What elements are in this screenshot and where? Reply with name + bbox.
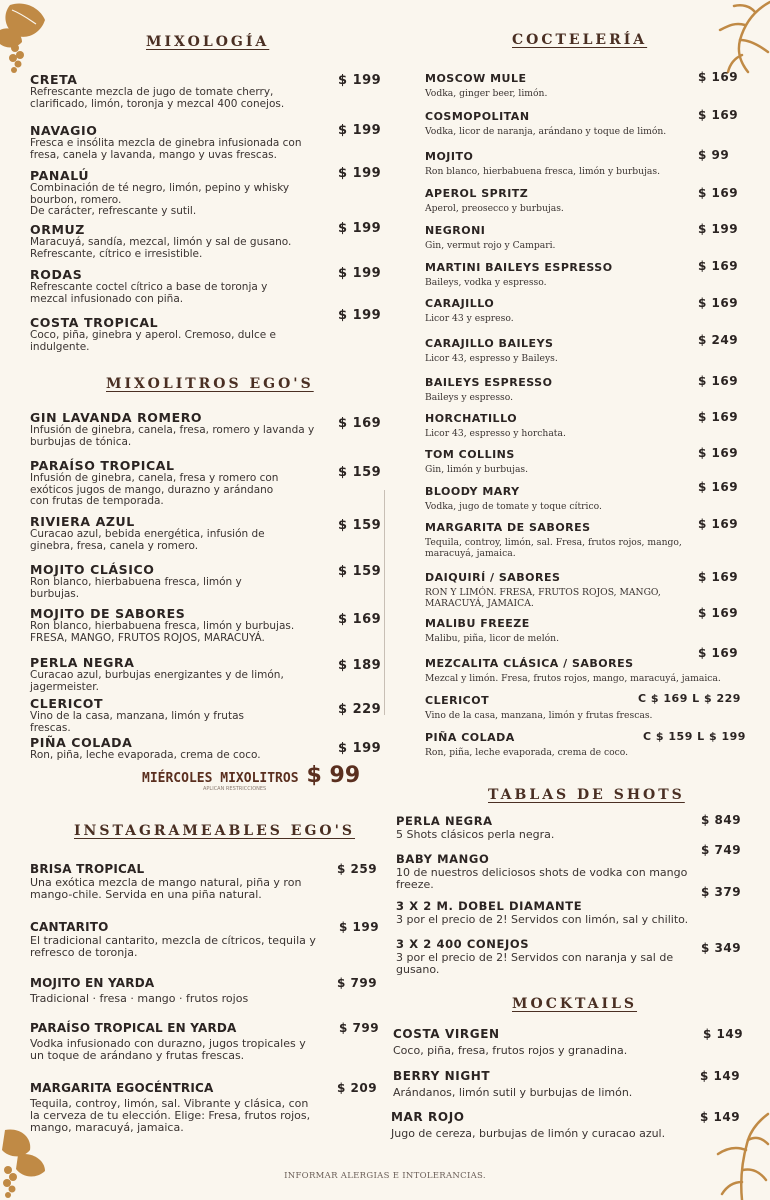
item-price: $ 159 [338,518,382,533]
promo-label: MIÉRCOLES MIXOLITROS [142,771,299,786]
item-name: CLERICOT [30,696,104,711]
menu-item [425,484,705,513]
item-name: COSTA VIRGEN [393,1027,500,1041]
menu-item [425,149,705,178]
menu-item [30,562,290,600]
item-description: Ron, piña, leche evaporada, crema de coco. [30,749,261,761]
item-name: MAR ROJO [391,1110,465,1124]
item-description: Tradicional · fresa · mango · frutos rojos [30,992,249,1005]
item-name: COSMOPOLITAN [425,110,530,123]
item-description: Vodka, licor de naranja, arándano y toque de limón. [425,126,667,137]
item-price: $ 169 [698,517,739,531]
item-price: $ 199 [338,166,382,181]
item-price: $ 849 [701,813,742,827]
item-price: $ 159 [338,465,382,480]
item-description: FRESA, MANGO, FRUTOS ROJOS, MARACUYÁ. [30,631,265,644]
menu-item [425,520,685,559]
item-price: $ 189 [338,658,382,673]
item-name: PARAÍSO TROPICAL EN YARDA [30,1021,237,1035]
menu-item [425,71,705,100]
item-name: APEROL SPRITZ [425,187,529,200]
menu-item [30,267,290,305]
menu-item [396,814,696,841]
item-name: CLERICOT [425,694,490,707]
menu-item [425,616,705,645]
item-description: Jugo de cereza, burbujas de limón y curacao azul. [391,1127,666,1140]
item-description: Vodka, ginger beer, limón. [425,88,548,99]
menu-item [425,375,705,404]
menu-item [391,1110,691,1140]
menu-item [30,315,290,353]
grape-leaf-decoration-icon [0,1125,55,1200]
item-description: Vodka infusionado con durazno, jugos tropicales y un toque de arándano y frutas frescas. [30,1037,306,1062]
item-price: C $ 159 L $ 199 [643,730,746,743]
item-description: 3 por el precio de 2! Servidos con limón, sal y chilito. [396,913,689,926]
item-price: $ 169 [698,70,739,84]
item-name: CARAJILLO BAILEYS [425,337,554,350]
menu-item [425,411,705,440]
item-price: $ 169 [698,606,739,620]
item-description: RON Y LIMÓN. FRESA, FRUTOS ROJOS, MANGO, MARACUYÁ, JAMAICA. [425,587,661,609]
item-description: Baileys, vodka y espresso. [425,277,547,288]
menu-item [425,223,705,252]
menu-item [30,976,330,1005]
menu-item [425,447,705,476]
item-name: ORMUZ [30,222,85,237]
section-title-mocktails: MOCKTAILS [512,996,638,1012]
item-description: Tequila, controy, limón, sal. Fresa, frutos rojos, mango, maracuyá, jamaica. [425,537,682,559]
item-name: MARGARITA EGOCÉNTRICA [30,1081,214,1095]
item-price: $ 209 [337,1081,378,1095]
branch-decoration-icon [710,0,770,80]
menu-item [30,222,330,260]
item-price: $ 169 [698,480,739,494]
item-name: MOJITO EN YARDA [30,976,155,990]
menu-item [30,862,315,901]
item-description: Infusión de ginebra, canela, fresa, romero y lavanda y burbujas de tónica. [30,424,315,448]
item-name: MOSCOW MULE [425,72,527,85]
item-name: MEZCALITA CLÁSICA / SABORES [425,657,634,670]
menu-item [30,696,255,734]
item-name: MOJITO CLÁSICO [30,562,155,577]
footer-note: INFORMAR ALERGIAS E INTOLERANCIAS. [284,1171,486,1181]
item-name: MALIBU FREEZE [425,617,530,630]
item-description: Vino de la casa, manzana, limón y frutas frescas. [425,710,653,721]
item-name: NAVAGIO [30,123,98,138]
item-name: 3 X 2 M. DOBEL DIAMANTE [396,899,583,913]
item-price: $ 199 [338,308,382,323]
item-name: CANTARITO [30,920,109,934]
item-name: BLOODY MARY [425,485,520,498]
item-name: COSTA TROPICAL [30,315,159,330]
menu-item [425,570,715,609]
item-description: Combinación de té negro, limón, pepino y whisky bourbon, romero. [30,182,290,206]
item-price: $ 169 [698,186,739,200]
item-description: Ron, piña, leche evaporada, crema de coco. [425,747,629,758]
menu-item [30,168,330,218]
item-name: GIN LAVANDA ROMERO [30,410,203,425]
menu-item [30,606,330,644]
item-price: $ 749 [701,843,742,857]
item-name: TOM COLLINS [425,448,515,461]
item-name: PERLA NEGRA [30,655,135,670]
item-name: BABY MANGO [396,852,490,866]
item-description: 3 por el precio de 2! Servidos con naranja y sal de gusano. [396,951,674,976]
item-price: $ 169 [338,612,382,627]
menu-item [425,656,725,685]
item-price: $ 149 [703,1027,744,1041]
item-description: Aperol, preosecco y burbujas. [425,203,564,214]
item-price: $ 169 [698,570,739,584]
item-name: CARAJILLO [425,297,495,310]
menu-item [30,920,330,959]
item-description: Licor 43 y espreso. [425,313,514,324]
item-name: BERRY NIGHT [393,1069,491,1083]
menu-item [30,410,315,448]
item-price: $ 169 [698,259,739,273]
item-price: $ 169 [698,446,739,460]
item-name: PANALÚ [30,168,90,183]
menu-item [425,336,705,365]
item-description: Fresca e insólita mezcla de ginebra infusionada con fresa, canela y lavanda, mango y uvas frescas. [30,137,302,161]
item-price: $ 799 [337,976,378,990]
item-description: Infusión de ginebra, canela, fresa y romero con exóticos jugos de mango, durazno y arándano con frutas de temporada. [30,472,279,507]
item-price: $ 199 [338,266,382,281]
item-description: Ron blanco, hierbabuena fresca, limón y burbujas. [30,576,242,600]
item-description: Licor 43, espresso y Baileys. [425,353,558,364]
item-description: Coco, piña, fresa, frutos rojos y granadina. [393,1044,628,1057]
item-name: RIVIERA AZUL [30,514,135,529]
item-name: PIÑA COLADA [30,735,133,750]
item-description: Tequila, controy, limón, sal. Vibrante y clásica, con la cerveza de tu elección. Elige: Fresa, frutos rojos, mango, maracuyá, jamaica. [30,1097,311,1134]
item-price: $ 169 [698,410,739,424]
item-description: Licor 43, espresso y horchata. [425,428,566,439]
item-price: $ 379 [701,885,742,899]
item-description: Curacao azul, bebida energética, infusión de ginebra, fresa, canela y romero. [30,528,265,552]
item-name: CRETA [30,72,78,87]
item-description: Vodka, jugo de tomate y toque cítrico. [425,501,602,512]
section-title-cocteleria: COCTELERÍA [512,32,648,48]
menu-item [396,899,696,926]
item-description: Arándanos, limón sutil y burbujas de limón. [393,1086,633,1099]
item-description: Malibu, piña, licor de melón. [425,633,560,644]
menu-item [30,123,330,161]
menu-item [30,514,290,552]
menu-item [425,186,705,215]
item-name: HORCHATILLO [425,412,518,425]
item-price: $ 169 [338,416,382,431]
item-price: $ 199 [698,222,739,236]
item-name: PARAÍSO TROPICAL [30,458,175,473]
item-price: $ 149 [700,1110,741,1124]
item-description: Curacao azul, burbujas energizantes y de limón, jagermeister. [30,669,284,693]
item-name: MOJITO [425,150,474,163]
item-description: Vino de la casa, manzana, limón y frutas frescas. [30,710,244,734]
item-description: Coco, piña, ginebra y aperol. Cremoso, dulce e indulgente. [30,329,277,353]
item-price: $ 249 [698,333,739,347]
item-name: BAILEYS ESPRESSO [425,376,553,389]
item-description: Refrescante mezcla de jugo de tomate cherry, clarificado, limón, toronja y mezcal 400 conejos. [30,86,285,110]
menu-item [393,1027,693,1057]
item-description: Gin, limón y burbujas. [425,464,529,475]
item-description: Gin, vermut rojo y Campari. [425,240,556,251]
column-divider [384,490,385,715]
item-description: Ron blanco, hierbabuena fresca, limón y burbujas. [30,620,295,632]
promo-price: $ 99 [306,763,361,788]
item-description: 10 de nuestros deliciosos shots de vodka con mango freeze. [396,866,688,891]
section-title-instagrameables: INSTAGRAMEABLES EGO'S [74,823,356,839]
menu-item [30,458,290,508]
item-price: $ 169 [698,108,739,122]
item-name: NEGRONI [425,224,486,237]
menu-item [425,260,705,289]
item-price: $ 349 [701,941,742,955]
menu-item [30,735,330,762]
menu-item [425,109,705,138]
item-description: Ron blanco, hierbabuena fresca, limón y burbujas. [425,166,661,177]
menu-item [30,72,330,110]
promo-note: APLICAN RESTRICCIONES [203,786,267,792]
item-price: $ 199 [338,73,382,88]
item-price: $ 199 [338,221,382,236]
menu-item [30,1081,320,1134]
item-price: $ 259 [337,862,378,876]
menu-item [30,655,290,693]
item-price: $ 149 [700,1069,741,1083]
section-title-shots: TABLAS DE SHOTS [488,787,685,803]
item-name: BRISA TROPICAL [30,862,145,876]
item-description: Una exótica mezcla de mango natural, piña y ron mango-chile. Servida en una piña natural. [30,876,302,901]
item-price: $ 199 [339,920,380,934]
item-price: C $ 169 L $ 229 [638,692,741,705]
menu-item [396,852,696,891]
section-title-mixologia: MIXOLOGÍA [146,34,270,50]
item-price: $ 199 [338,123,382,138]
item-price: $ 229 [338,702,382,717]
item-price: $ 169 [698,296,739,310]
item-description: Refrescante coctel cítrico a base de toronja y mezcal infusionado con piña. [30,281,268,305]
item-name: PERLA NEGRA [396,814,493,828]
item-description: Refrescante, cítrico e irresistible. [30,247,203,260]
menu-item [30,1021,310,1062]
item-price: $ 99 [698,148,730,162]
menu-item [393,1069,693,1099]
item-price: $ 159 [338,564,382,579]
item-price: $ 169 [698,646,739,660]
item-description: De carácter, refrescante y sutil. [30,205,197,217]
item-description: 5 Shots clásicos perla negra. [396,828,555,841]
item-price: $ 799 [339,1021,380,1035]
menu-item [396,937,681,976]
promo-banner [142,763,360,788]
item-description: Baileys y espresso. [425,392,514,403]
item-name: RODAS [30,267,83,282]
item-price: $ 199 [338,741,382,756]
item-name: MOJITO DE SABORES [30,606,186,621]
item-name: PIÑA COLADA [425,731,515,744]
item-name: 3 X 2 400 CONEJOS [396,937,530,951]
item-description: El tradicional cantarito, mezcla de cítricos, tequila y refresco de toronja. [30,934,316,959]
grape-leaf-decoration-icon [0,0,60,80]
menu-item [425,296,705,325]
item-description: Mezcal y limón. Fresa, frutos rojos, mango, maracuyá, jamaica. [425,673,721,684]
item-name: DAIQUIRÍ / SABORES [425,571,561,584]
section-title-mixolitros: MIXOLITROS EGO'S [106,376,314,392]
item-price: $ 169 [698,374,739,388]
item-description: Maracuyá, sandía, mezcal, limón y sal de gusano. [30,236,292,248]
item-name: MARTINI BAILEYS ESPRESSO [425,261,613,274]
item-name: MARGARITA DE SABORES [425,521,591,534]
